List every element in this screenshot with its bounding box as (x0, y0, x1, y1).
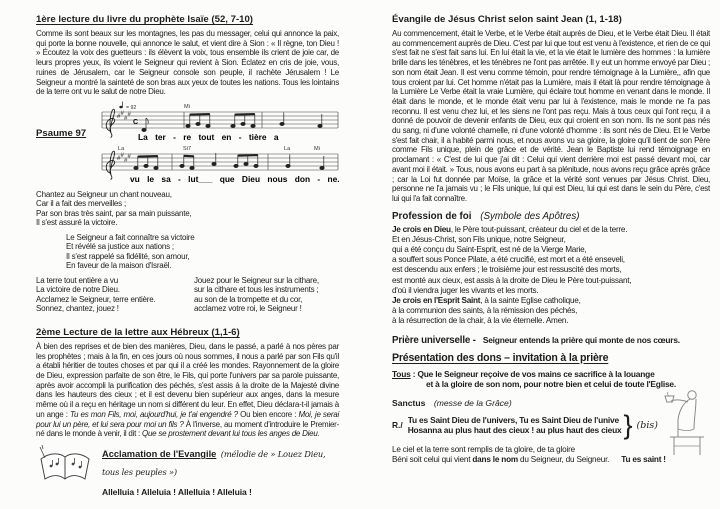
acclamation-title: Acclamation de l'Evangile (102, 448, 217, 459)
lecture2-body (36, 342, 339, 439)
lecture2-text: Ou bien encore : (237, 409, 299, 419)
credo-text: à la résurrection de la chair, à la vie éternelle. Amen. (392, 316, 569, 326)
credo-bold: Je crois en l'Esprit Saint (392, 296, 481, 306)
verse-line: Il s'est rappelé sa fidélité, son amour, (66, 251, 190, 261)
verse-line: Sonnez, chantez, jouez ! (36, 304, 119, 314)
verse-line: Car il a fait des merveilles ; (36, 199, 127, 209)
svg-text:#: # (124, 157, 128, 164)
psalm-verse-3-right (194, 276, 319, 314)
profession-title: Profession de foi (392, 210, 472, 222)
evangile-body: Au commencement, était le Verbe, et le Verbe était auprès de Dieu, et le Verbe était Dieu. Il était au commencement auprès de Dieu. C'est par lui que tout est venu à l'existence, et rien de ce qui s'est fait ne s'est fait sans lui. En lui était la vie, et la vie était le lumière des hommes : la lumière brille dans les ténèbres, et les ténèbres ne l'ont pas arrêtée. Il y eut un homme envoyé par Dieu ; son nom était Jean. Il est venu comme témoin, pour rendre témoignage à la Lumière,, afin que tous croient par lui. Cet homme n'était pas la Lumière, mais il était là pour rendre témoignage à la Lumière Le Verbe était la vraie Lumière, qui éclaire tout homme en venant dans le monde. Il était dans le monde, et le monde était venu par lui à l'existence, mais le monde ne l'a pas reconnu. Il est venu chez lui, et les siens ne l'ont pas reçu. Mais à tous ceux qui l'ont reçu, il a donné de pouvoir de devenir enfants de Dieu, eux qui croient en son nom. Ils ne sont pas nés du sang, ni d'une volonté charnelle, ni d'une volonté d'homme : ils sont nés de Dieu. Et le Verbe s'est fait chair, il a habité parmi nous, et nous avons vu sa gloire, la gloire qu'il tient de son Père comme Fils unique, plein de grâce et de vérité. Jean le Baptiste lui rend témoignage en proclamant : « C'est de lui que j'ai dit : Celui qui vient derrière moi est passé devant moi, car avant moi il était. » Tous, nous avons eu part à sa plénitude, nous avons reçu grâce après grâce ; car la Loi fut donnée par Moïse, la grâce et la vérité sont venues par Jésus Christ. Dieu, personne ne l'a jamais vu ; le Fils unique, lui qui est Dieu, lui qui est dans le sein du Père, c'est lui qui l'a fait connaître. (392, 29, 710, 203)
treble-clef2-icon (106, 151, 114, 179)
verse-line: Et révélé sa justice aux nations ; (66, 242, 174, 252)
svg-text:#: # (117, 113, 121, 120)
presentation-title: Présentation des dons – invitation à la prière (392, 351, 609, 364)
psalm-music-block (36, 100, 339, 188)
profession-subtitle: (Symbole des Apôtres) (480, 210, 580, 222)
verse-line: En faveur de la maison d'Israël. (66, 261, 172, 271)
verse-line: acclamez votre roi, le Seigneur ! (194, 304, 302, 314)
credo-text: à la communion des saints, à la rémission des péchés, (392, 306, 578, 316)
credo-line (392, 265, 710, 275)
refrain-line-2: Hosanna au plus haut des cieux ! au plus haut des cieux (407, 425, 622, 436)
credo-bold: Je crois en Dieu (392, 224, 451, 234)
lecture2-quote-1: Tu es mon Fils, moi, aujourd'hui, je t'ai engendré ? (70, 409, 238, 419)
notes-staff1 (142, 112, 322, 131)
credo-line (392, 276, 710, 286)
notes-staff2 (134, 153, 324, 170)
lyrics-line1: La ter - re tout en - tière a (138, 131, 279, 142)
priere-title: Prière universelle - (392, 334, 476, 346)
acclamation-melody: (mélodie de » Louez Dieu, tous les peuples ») (102, 448, 326, 477)
credo-text: , le Père tout-puissant, créateur du ciel et de la terre. (450, 224, 628, 234)
priere-text: Seigneur entends la prière qui monte de nos cœurs. (482, 334, 680, 345)
psalm-verse-3-left (36, 276, 194, 314)
acclamation-block (36, 444, 339, 497)
sanctus-verse-2-text: Béni soit celui qui vient (392, 454, 473, 464)
psalm-score (88, 100, 340, 188)
psalm-verse-2 (66, 233, 339, 271)
verse-line: Acclamez le Seigneur, terre entière. (36, 294, 156, 304)
sanctus-subtitle: (messe de la Grâce) (433, 397, 512, 408)
tous-separator: : (410, 368, 416, 379)
chord-mi-staff2: Mi (314, 145, 320, 152)
sanctus-verse-2-text: du Seigneur, du Seigneur. (517, 454, 610, 464)
key-signature-staff1 (117, 111, 132, 122)
column-left (36, 14, 339, 497)
open-songbook-icon (36, 444, 94, 488)
refrain-lines (408, 415, 622, 436)
evangile-title: Évangile de Jésus Christ selon saint Jean (1, 1-18) (392, 14, 622, 25)
verse-line: La terre tout entière a vu (36, 275, 118, 285)
svg-text:#: # (120, 110, 124, 117)
verse-line: Le Seigneur a fait connaître sa victoire (66, 232, 195, 242)
chord-la-1: La (118, 145, 125, 152)
tous-row-1 (392, 369, 710, 379)
tous-label: Tous (392, 368, 411, 379)
bis-brace: } (623, 409, 633, 440)
verse-line: La victoire de notre Dieu. (36, 285, 120, 295)
verse-line: Chantez au Seigneur un chant nouveau, (36, 189, 172, 199)
sanctus-verse-2-bold: dans le nom (472, 454, 518, 464)
lecture2-title: 2ème Lecture de la lettre aux Hébreux (1,1-6) (36, 326, 240, 338)
lecture1-title: 1ère lecture du livre du prophète Isaïe (52, 7-10) (36, 14, 254, 25)
key-signature-staff2 (117, 153, 132, 164)
credo-text: est monté aux cieux, est assis à la droite de Dieu le Père tout-puissant, (392, 275, 632, 285)
chord-mi-staff1: Mi (184, 103, 190, 110)
priere-universelle (392, 335, 710, 346)
credo-text: qui a été conçu du Saint-Esprit, est né de la Vierge Marie, (392, 245, 587, 255)
svg-text:#: # (120, 152, 124, 159)
chord-si7: Si7 (183, 145, 192, 152)
bis-label: (bis) (636, 419, 658, 431)
lecture2-quote-3: Que se prosternent devant lui tous les anges de Dieu. (141, 429, 320, 439)
tous-line-2: et à la gloire de son nom, pour notre bien et celui de toute l'Eglise. (426, 378, 676, 389)
svg-text:#: # (117, 155, 121, 162)
verse-line: Il s'est assuré la victoire. (36, 218, 118, 228)
time-signature: C (133, 118, 139, 126)
credo-line (392, 225, 710, 235)
svg-text:#: # (127, 111, 131, 118)
chord-la-2: La (284, 145, 291, 152)
priest-offering-icon (650, 386, 712, 458)
tempo-note-icon (119, 101, 122, 108)
psalm-verse-1 (36, 190, 339, 228)
tempo-label: = 92 (126, 104, 137, 111)
sanctus-title: Sanctus (392, 397, 426, 408)
verse-line: Jouez pour le Seigneur sur la cithare, (194, 275, 319, 285)
credo-line (392, 255, 710, 265)
verse-line: Par son bras très saint, par sa main puissante, (36, 208, 192, 218)
credo-line (392, 306, 710, 316)
credo-text: a souffert sous Ponce Pilate, a été crucifié, est mort et a été enseveli, (392, 255, 625, 265)
tous-line-1: Que le Seigneur reçoive de vos mains ce sacrifice à la louange (417, 368, 655, 379)
acclamation-text (102, 444, 339, 497)
credo-text: est descendu aux enfers ; le troisième jour est ressuscité des morts, (392, 265, 622, 275)
lecture2-quote-2: Moi, je serai pour lui un père, et lui sera pour moi un fils ? (36, 409, 340, 429)
profession-header (392, 211, 710, 222)
credo-line (392, 316, 710, 326)
verse-line: au son de la trompette et du cor, (194, 294, 303, 304)
tu-es-saint: Tu es saint ! (621, 454, 666, 464)
lyrics-line2: vu le sa - lut___ que Dieu nous don - ne. (130, 173, 340, 184)
credo-text: d'où il viendra juger les vivants et les morts. (392, 285, 539, 295)
svg-text:#: # (127, 153, 131, 160)
psaume-label: Psaume 97 (36, 127, 87, 139)
svg-text:#: # (124, 115, 128, 122)
lecture2-text: À bien des reprises et de bien des manières, Dieu, dans le passé, a parlé à nos pères par les prophètes ; mais à la fin, en ces jours où nous sommes, il nous a parlé par son Fils qu'il a établi héritier de toutes choses et par qui il a créé les mondes. Rayonnement de la gloire de Dieu, expression parfaite de son être, le Fils, qui porte l'univers par sa parole puissante, après avoir accompli la purification des péchés, s'est assis à la droite de la Majesté divine dans les hauteurs des cieux ; et il est devenu bien supérieur aux anges, dans la mesure même où il a reçu en héritage un nom si différent du leur. En effet, Dieu déclara-t-il jamais à un ange : (36, 341, 339, 419)
refrain-line-1: Tu es Saint Dieu de l'univers, Tu es Saint Dieu de l'unive (407, 414, 619, 425)
credo-text: , à la sainte Eglise catholique, (480, 296, 581, 306)
lecture1-body: Comme ils sont beaux sur les montagnes, les pas du messager, celui qui annonce la paix, qui porte la bonne nouvelle, qui annonce le salut, et vient dire à Sion : « Il règne, ton Dieu ! » Écoutez la voix des guetteurs : ils élèvent la voix, tous ensemble ils crient de joie car, de leurs propres yeux, ils voient le Seigneur qui revient à Sion. Éclatez en cris de joie, vous, ruines de Jérusalem, car le Seigneur console son peuple, il rachète Jérusalem ! Le Seigneur a montré la sainteté de son bras aux yeux de toutes les nations. Tous les lointains de la terre ont vu le salut de notre Dieu. (36, 29, 339, 97)
refrain-label: R./ (392, 420, 403, 431)
treble-clef-icon (106, 109, 114, 137)
credo-line (392, 286, 710, 296)
credo-line (392, 245, 710, 255)
credo-line (392, 235, 710, 245)
psalm-verse-3 (36, 276, 339, 319)
verse-line: sur la cithare et tous les instruments ; (194, 285, 319, 295)
lecture2-text: À l'inverse, au moment d'introduire le Premier-né dans le monde à venir, il dit : (36, 419, 339, 439)
credo-text: Et en Jésus-Christ, son Fils unique, notre Seigneur, (392, 234, 566, 244)
credo-block (392, 225, 710, 327)
sanctus-verse-1: Le ciel et la terre sont remplis de ta gloire, de ta gloire (392, 444, 575, 454)
alleluia-line: Allelluia ! Alleluia ! Allelluia ! Alleluia ! (102, 486, 252, 497)
credo-line (392, 296, 710, 306)
